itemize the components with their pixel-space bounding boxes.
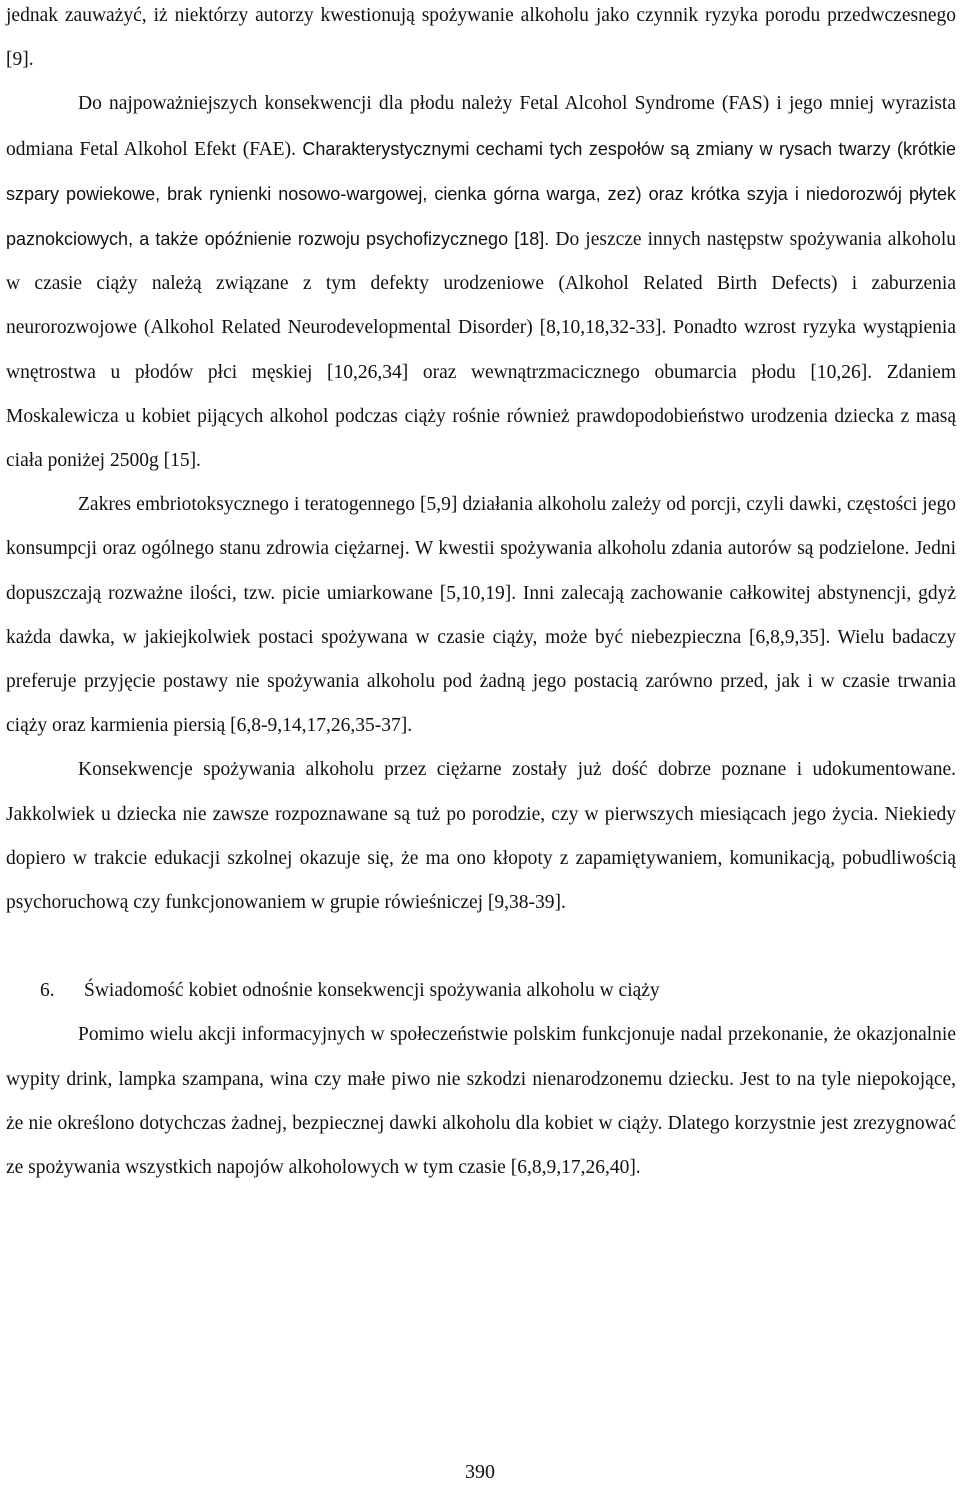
paragraph-2-text-a: Do najpoważniejszych konsekwencji dla płodu należy Fetal Alcohol Syndrome (FAS) i jego mniej wyrazista odmiana Fetal Alkohol Efekt (FAE). xyxy=(6,93,956,160)
paragraph-2 xyxy=(6,82,956,483)
paragraph-3 xyxy=(6,483,956,748)
paragraph-2-text-c: Do jeszcze innych następstw spożywania alkoholu w czasie ciąży należą związane z tym defekty urodzeniowe (Alkohol Related Birth Defects) i zaburzenia neurorozwojowe (Alkohol Related Neurodevelopmental Disorder) [8,10,18,32-33]. Ponadto wzrost ryzyka wystąpienia wnętrostwa u płodów płci męskiej [10,26,34] oraz wewnątrzmacicznego obumarcia płodu [10,26]. Zdaniem Moskalewicza u kobiet pijących alkohol podczas ciąży rośnie również prawdopodobieństwo urodzenia dziecka z masą ciała poniżej 2500g [15]. xyxy=(6,229,956,472)
paragraph-2-text-b: Charakterystycznymi cechami tych zespołów są zmiany w rysach twarzy (krótkie szpary powiekowe, brak rynienki nosowo-wargowej, cienka górna warga, zez) oraz krótka szyja i niedorozwój płytek paznokciowych, a także opóźnienie rozwoju psychofizycznego [18]. xyxy=(6,138,956,250)
section-heading xyxy=(6,969,956,1013)
paragraph-3-text: Zakres embriotoksycznego i teratogennego [5,9] działania alkoholu zależy od porcji, czyli dawki, częstości jego konsumpcji oraz ogólnego stanu zdrowia ciężarnej. W kwestii spożywania alkoholu zdania autorów są podzielone. Jedni dopuszczają rozważne ilości, tzw. picie umiarkowane [5,10,19]. Inni zalecają zachowanie całkowitej abstynencji, gdyż każda dawka, w jakiejkolwiek postaci spożywana w czasie ciąży, może być niebezpieczna [6,8,9,35]. Wielu badaczy preferuje przyjęcie postawy nie spożywania alkoholu pod żadną jego postacią zarówno przed, jak i w czasie trwania ciąży oraz karmienia piersią [6,8-9,14,17,26,35-37]. xyxy=(6,494,956,737)
section-heading-title: Świadomość kobiet odnośnie konsekwencji spożywania alkoholu w ciąży xyxy=(84,980,660,1002)
section-paragraph xyxy=(6,1013,956,1190)
section-paragraph-text: Pomimo wielu akcji informacyjnych w społeczeństwie polskim funkcjonuje nadal przekonanie, że okazjonalnie wypity drink, lampka szampana, wina czy małe piwo nie szkodzi nienarodzonemu dziecku. Jest to na tyle niepokojące, że nie określono dotychczas żadnej, bezpiecznej dawki alkoholu dla kobiet w ciąży. Dlatego korzystnie jest zrezygnować ze spożywania wszystkich napojów alkoholowych w tym czasie [6,8,9,17,26,40]. xyxy=(6,1024,956,1179)
paragraph-4-text: Konsekwencje spożywania alkoholu przez ciężarne zostały już dość dobrze poznane i udokumentowane. Jakkolwiek u dziecka nie zawsze rozpoznawane są tuż po porodzie, czy w pierwszych miesiącach jego życia. Niekiedy dopiero w trakcie edukacji szkolnej okazuje się, że ma ono kłopoty z zapamiętywaniem, komunikacją, pobudliwością psychoruchową czy funkcjonowaniem w grupie rówieśniczej [9,38-39]. xyxy=(6,759,956,914)
page-number: 390 xyxy=(465,1461,495,1483)
paragraph-4 xyxy=(6,748,956,925)
paragraph-1 xyxy=(6,0,956,82)
paragraph-1-text: jednak zauważyć, iż niektórzy autorzy kwestionują spożywanie alkoholu jako czynnik ryzyka porodu przedwczesnego [9]. xyxy=(6,5,956,71)
body-text xyxy=(6,0,956,1190)
section-heading-number: 6. xyxy=(40,980,55,1002)
